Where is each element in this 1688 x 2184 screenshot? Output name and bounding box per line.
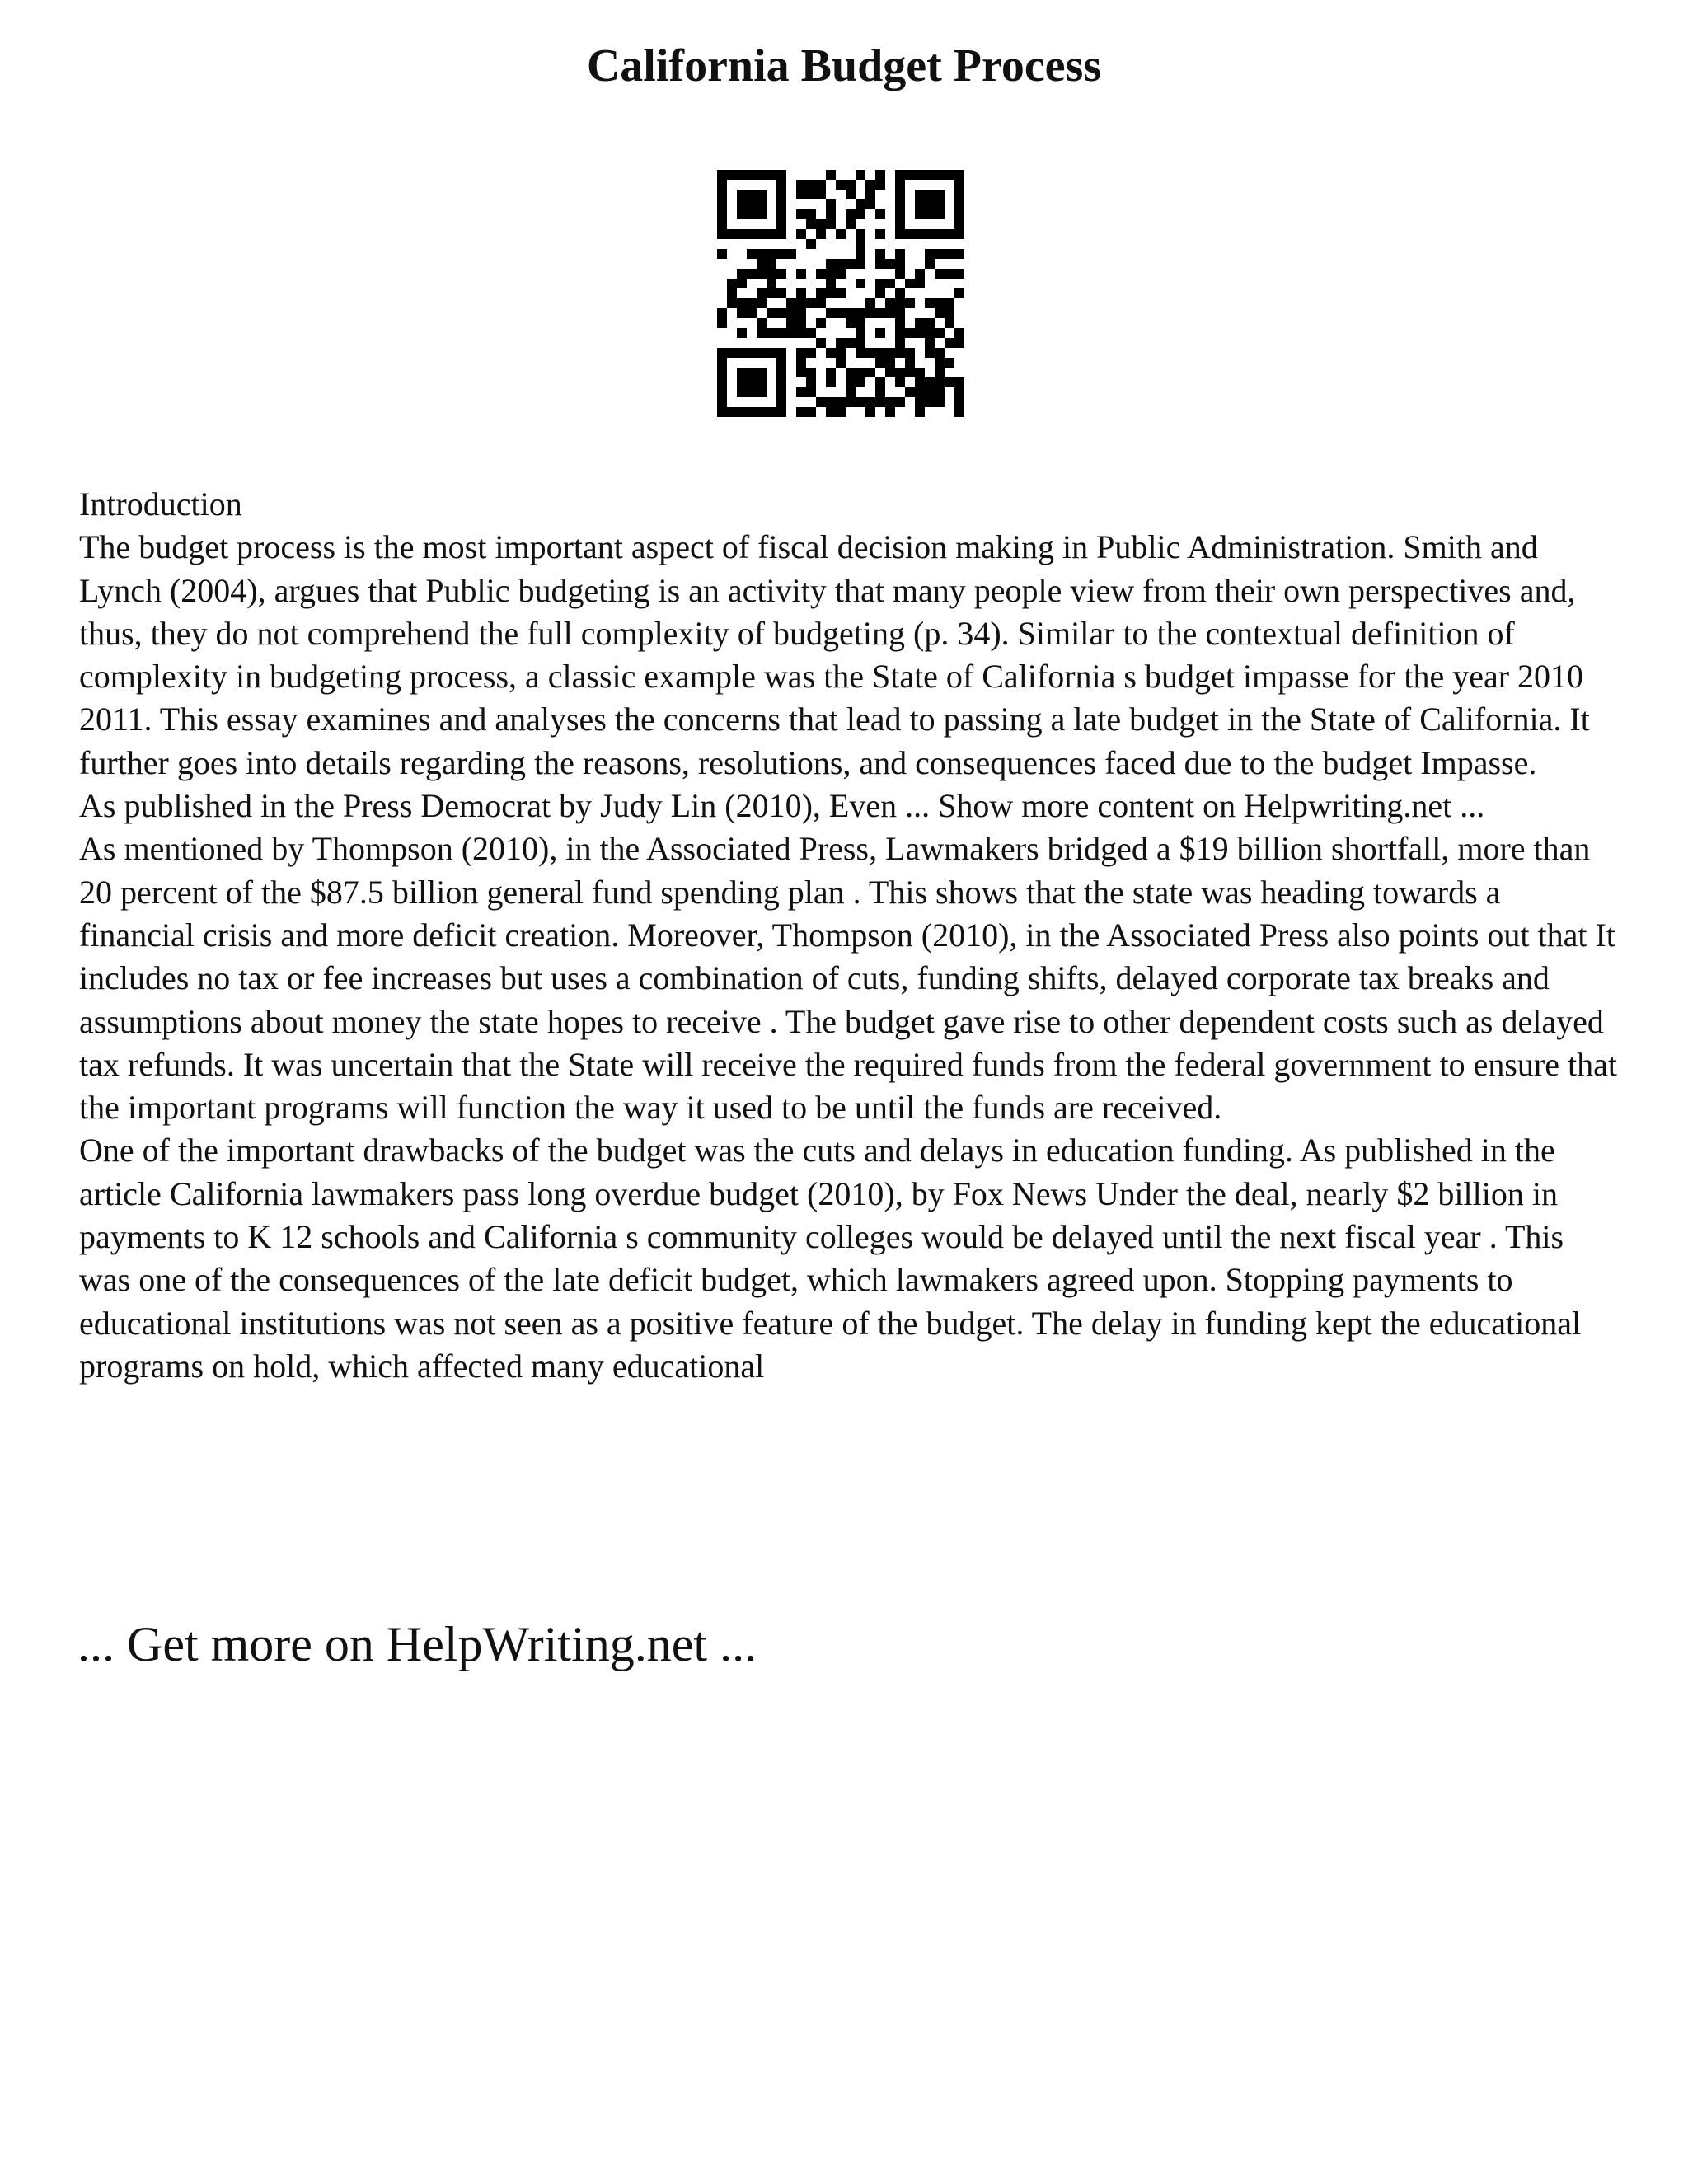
body-paragraph: One of the important drawbacks of the budget was the cuts and delays in education funding. As published in the article California lawmakers pass long overdue budget (2010), by Fox News Under the deal, nearly $2 billion in payments to K 12 schools and California s community colleges would be delayed until the next fiscal year . This was one of the consequences of the late deficit budget, which lawmakers agreed upon. Stopping payments to educational institutions was not seen as a positive feature of the budget. The delay in funding kept the educational programs on hold, which affected many educational [79,1132,1582,1385]
section-heading-introduction: Introduction [79,485,242,523]
get-more-link[interactable]: ... Get more on HelpWriting.net ... [77,1617,757,1671]
qr-code-graphic [717,170,964,417]
qr-code-icon [717,170,964,417]
body-paragraph: The budget process is the most important aspect of fiscal decision making in Public Administration. Smith and Lynch (2004), argues that Public budgeting is an activity that many people view from their own perspectives and, thus, they do not comprehend the full complexity of budgeting (p. 34). Similar to the contextual definition of complexity in budgeting process, a classic example was the State of California s budget impasse for the year 2010 2011. This essay examines and analyses the concerns that lead to passing a late budget in the State of California. It further goes into details regarding the reasons, resolutions, and consequences faced due to the budget Impasse. [79,528,1590,781]
document-body [79,483,1620,1388]
body-paragraph: As mentioned by Thompson (2010), in the Associated Press, Lawmakers bridged a $19 billion shortfall, more than 20 percent of the $87.5 billion general fund spending plan . This shows that the state was heading towards a financial crisis and more deficit creation. Moreover, Thompson (2010), in the Associated Press also points out that It includes no tax or fee increases but uses a combination of cuts, funding shifts, delayed corporate tax breaks and assumptions about money the state hopes to receive . The budget gave rise to other dependent costs such as delayed tax refunds. It was uncertain that the State will receive the required funds from the federal government to ensure that the important programs will function the way it used to be until the funds are received. [79,830,1617,1127]
document-title: California Budget Process [586,40,1102,91]
body-paragraph-teaser: As published in the Press Democrat by Judy Lin (2010), Even ... Show more content on Helpwriting.net ... [79,787,1485,825]
